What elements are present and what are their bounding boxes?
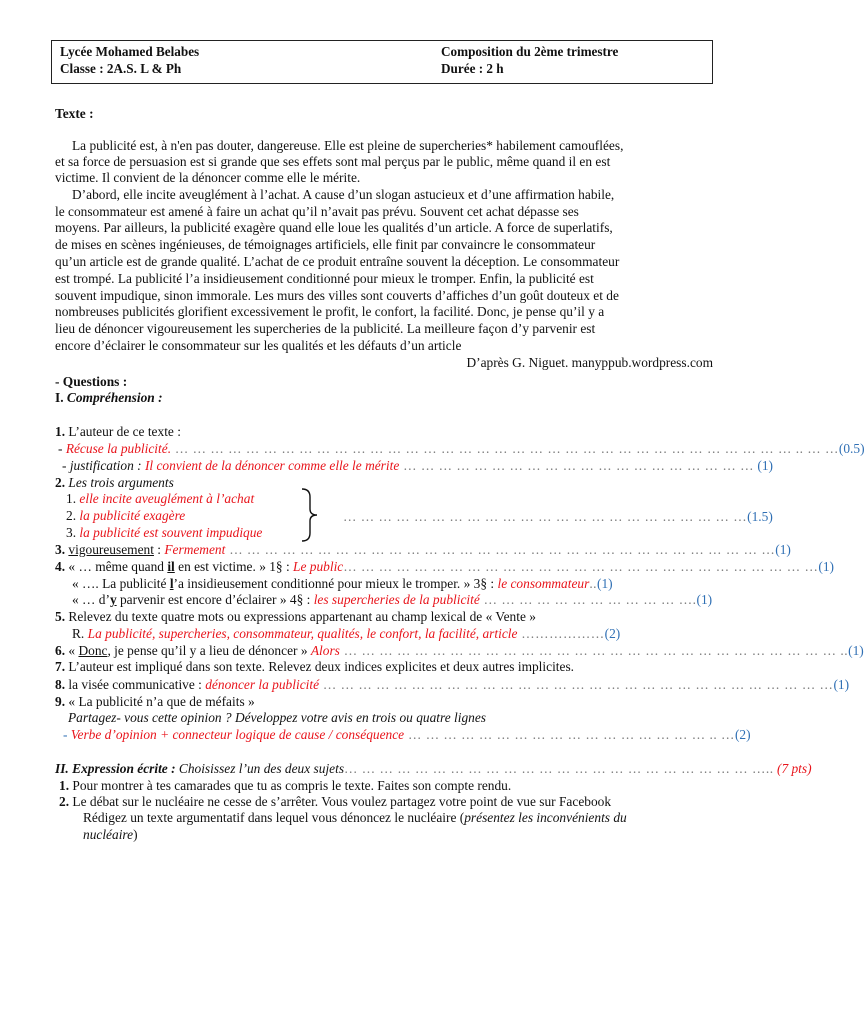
subject-1 — [59, 778, 511, 794]
subject-text: Le débat sur le nucléaire ne cesse de s’arrêter. Vous voulez partagez votre point de vue sur Facebook — [72, 794, 612, 809]
question-number: 4. — [55, 559, 66, 574]
question-number: 7. — [55, 659, 66, 674]
paragraph-line: encore d’éclairer le consommateur sur les qualités et les défauts d’un article — [55, 338, 462, 353]
answer-text: la publicité exagère — [79, 508, 186, 523]
question-text: Les trois arguments — [68, 475, 174, 490]
item-number: 3. — [66, 525, 77, 540]
duration-label: Durée : 2 h — [441, 61, 504, 76]
dash: - — [58, 441, 66, 456]
quote-text: ’a insidieusement conditionné pour mieux le tromper. » 3§ : — [173, 576, 498, 591]
question-9 — [55, 694, 255, 710]
answer-dots: … … … … … … … … … … … … … … … … … .. … — [404, 727, 735, 742]
paragraph-line: La publicité est, à n'en pas douter, dangereuse. Elle est pleine de supercheries* habilement camouflées, — [72, 138, 624, 153]
answer-dots: … … … … … … … … … … … … … … … … … … … … … … … … … … … … … … … — [225, 542, 776, 557]
paragraph-line: est trompé. La publicité l’a insidieusement conditionné pour mieux le tromper. Enfin, la publicité est — [55, 271, 594, 286]
question-number: 3. — [55, 542, 66, 557]
answer-dots: .. — [589, 576, 598, 591]
exam-header — [51, 40, 713, 84]
section-label: Expression écrite : — [72, 761, 176, 776]
bullet: - — [63, 727, 68, 742]
question-7 — [55, 659, 574, 675]
dash: - — [62, 458, 70, 473]
subject-2-line3 — [83, 827, 138, 843]
referent-word: y — [109, 592, 117, 607]
paragraph-line: souvent impudique, sinon immorale. Les murs des villes sont couverts d’affiches d’un goût douteux et de — [55, 288, 619, 303]
question-9-answer — [63, 727, 751, 743]
section-expression — [55, 761, 812, 777]
section-number: II. — [55, 761, 69, 776]
argument-item — [66, 508, 185, 524]
subject-text: Pour montrer à tes camarades que tu as compris le texte. Faites son compte rendu. — [72, 778, 512, 793]
question-text: la visée communicative : — [65, 677, 206, 692]
answer-text: Le public — [293, 559, 344, 574]
question-2 — [55, 475, 174, 491]
item-number: 1. — [66, 491, 77, 506]
paragraph-line: le consommateur est amené à faire un achat qu’il n’avait pas prévu. Souvent cet achat dépasse ses — [55, 204, 579, 219]
answer-text: Verbe d’opinion + connecteur logique de cause / conséquence — [70, 727, 405, 742]
question-5-answer — [72, 626, 620, 642]
class-label: Classe : 2A.S. L & Ph — [60, 61, 182, 76]
answer-dots: … … … … … … … … … … … … … … … … … … … … … … … ….. — [344, 761, 774, 776]
quote-text: parvenir est encore d’éclairer » 4§ : — [116, 592, 314, 607]
points-label: (1) — [696, 592, 713, 607]
argument-item — [66, 525, 262, 541]
points-label: (1) — [757, 458, 774, 473]
answer-dots: ……………… — [517, 626, 605, 641]
answer-dots: … … … … … … … … … … … … … … … … … … … … … … … … … … … — [343, 559, 819, 574]
question-3 — [55, 542, 791, 558]
answer-text: Fermement — [164, 542, 226, 557]
question-5 — [55, 609, 536, 625]
points-label: (1) — [597, 576, 613, 591]
answer-text: la publicité est souvent impudique — [79, 525, 263, 540]
question-9-instruction: Partagez- vous cette opinion ? Développez votre avis en trois ou quatre lignes — [68, 710, 486, 725]
paragraph-line: qu’un article est de grande qualité. L’achat de ce produit entraîne souvent la déception. Le consommateur — [55, 254, 620, 269]
answer-prefix: R. — [72, 626, 85, 641]
subject-2-line2 — [83, 810, 627, 826]
paragraph-line: D’abord, elle incite aveuglément à l’achat. A cause d’un slogan astucieux et d’une affirmation habile, — [72, 187, 615, 202]
paragraph-line: victime. Il convient de la dénoncer comme elle le mérite. — [55, 170, 361, 185]
quote-text: « … d’ — [72, 592, 110, 607]
points-label: (2) — [604, 626, 621, 641]
colon: : — [153, 542, 165, 557]
answer-text: Il convient de la dénoncer comme elle le mérite — [141, 458, 400, 473]
source-citation: D’après G. Niguet. manyppub.wordpress.com — [466, 355, 713, 370]
text-title: Texte : — [55, 106, 94, 121]
answer-text: Alors — [310, 643, 340, 658]
answer-dots: … … … … … … … … … … … … … … … … … … … … … … … … … … … … .. — [339, 643, 849, 658]
question-4a — [55, 559, 834, 575]
question-6 — [55, 643, 864, 659]
section-comprehension — [55, 390, 163, 406]
subject-text-italic: nucléaire — [83, 827, 134, 842]
exam-title: Composition du 2ème trimestre — [441, 44, 619, 59]
points-label: (1) — [833, 677, 850, 692]
question-4b — [72, 576, 613, 592]
question-8 — [55, 677, 849, 693]
referent-word: il — [167, 559, 175, 574]
answer-dots: … … … … … … … … … … … … … … … … … … … … … … … … … … … … … — [319, 677, 834, 692]
section-instruction: Choisissez l’un des deux sujets — [175, 761, 345, 776]
answer-text: La publicité, supercheries, consommateur, qualités, le confort, la facilité, article — [84, 626, 518, 641]
question-text: Relevez du texte quatre mots ou expressions appartenant au champ lexical de « Vente » — [68, 609, 536, 624]
answer-dots: … … … … … … … … … … … … … … … … … … … … … … … — [343, 509, 748, 524]
subject-2 — [59, 794, 611, 810]
points-label: (2) — [734, 727, 751, 742]
question-number: 8. — [55, 677, 66, 692]
answer-text: le consommateur — [497, 576, 590, 591]
question-text: « La publicité n’a que de méfaits » — [68, 694, 255, 709]
section-number: I. — [55, 390, 64, 405]
quote-text: « — [68, 643, 79, 658]
paragraph-line: et sa force de persuasion est si grande que ses effets sont mal perçus par le public, même quand il en est — [55, 154, 611, 169]
question-text: L’auteur de ce texte : — [68, 424, 181, 439]
answer-text: Récuse la publicité. — [65, 441, 172, 456]
question-number: 2. — [55, 475, 66, 490]
school-name: Lycée Mohamed Belabes — [60, 44, 200, 59]
item-number: 2. — [66, 508, 77, 523]
referent-word: Donc — [78, 643, 108, 658]
answer-dots: … … … … … … … … … … … … … … … … … … … … — [399, 458, 755, 473]
paragraph-line: nombreuses publicités glorifient excessivement le profit, le confort, la facilité. Donc, je pense qu’il y a — [55, 304, 605, 319]
points-label: (7 pts) — [776, 761, 812, 776]
points-label: (1) — [818, 559, 834, 574]
question-number: 1. — [55, 424, 66, 439]
question-number: 5. — [55, 609, 66, 624]
paragraph-line: de mises en scènes ingénieuses, de témoignages artificiels, elle finit par convaincre le consommateur — [55, 237, 596, 252]
question-1-answer — [58, 441, 865, 457]
quote-text: , je pense qu’il y a lieu de dénoncer » — [107, 643, 311, 658]
question-text: L’auteur est impliqué dans son texte. Relevez deux indices explicites et deux autres implicites. — [68, 659, 575, 674]
answer-text: dénoncer la publicité — [205, 677, 320, 692]
section-label: Compréhension : — [66, 390, 163, 405]
subject-text: ) — [133, 827, 138, 842]
answer-dots: … … … … … … … … … … … …. — [479, 592, 697, 607]
points-label: (1) — [848, 643, 864, 658]
argument-item — [66, 491, 254, 507]
answer-dots: … … … … … … … … … … … … … … … … … … … … … … … … … … … … … … … … … … … .. … … — [171, 441, 839, 456]
quote-text: « …. La publicité — [72, 576, 170, 591]
subject-number: 1. — [59, 778, 70, 793]
quote-text: « … même quand — [68, 559, 168, 574]
points-label: (1) — [775, 542, 791, 557]
questions-title: - Questions : — [55, 374, 128, 389]
brace-icon — [298, 487, 324, 543]
referent-word: l — [169, 576, 174, 591]
question-4c — [72, 592, 712, 608]
paragraph-line: lieu de dénoncer vigoureusement les supercheries de la publicité. La meilleure façon d’y parvenir est — [55, 321, 596, 336]
question-2-points — [343, 509, 773, 525]
question-1-justification — [62, 458, 773, 474]
paragraph-line: moyens. Par ailleurs, la publicité exagère quand elle loue les qualités d’un article. A force de superlatifs, — [55, 220, 613, 235]
points-label: (0.5) — [838, 441, 865, 456]
justification-label: justification : — [69, 458, 142, 473]
quote-text: en est victime. » 1§ : — [174, 559, 294, 574]
question-number: 6. — [55, 643, 66, 658]
answer-text: elle incite aveuglément à l’achat — [79, 491, 255, 506]
points-label: (1.5) — [747, 509, 773, 524]
question-word: vigoureusement — [68, 542, 154, 557]
subject-number: 2. — [59, 794, 70, 809]
subject-text-italic: présentez les inconvénients du — [464, 810, 627, 825]
answer-text: les supercheries de la publicité — [313, 592, 480, 607]
subject-text: Rédigez un texte argumentatif dans lequel vous dénoncez le nucléaire ( — [83, 810, 465, 825]
question-number: 9. — [55, 694, 66, 709]
question-1 — [55, 424, 181, 440]
